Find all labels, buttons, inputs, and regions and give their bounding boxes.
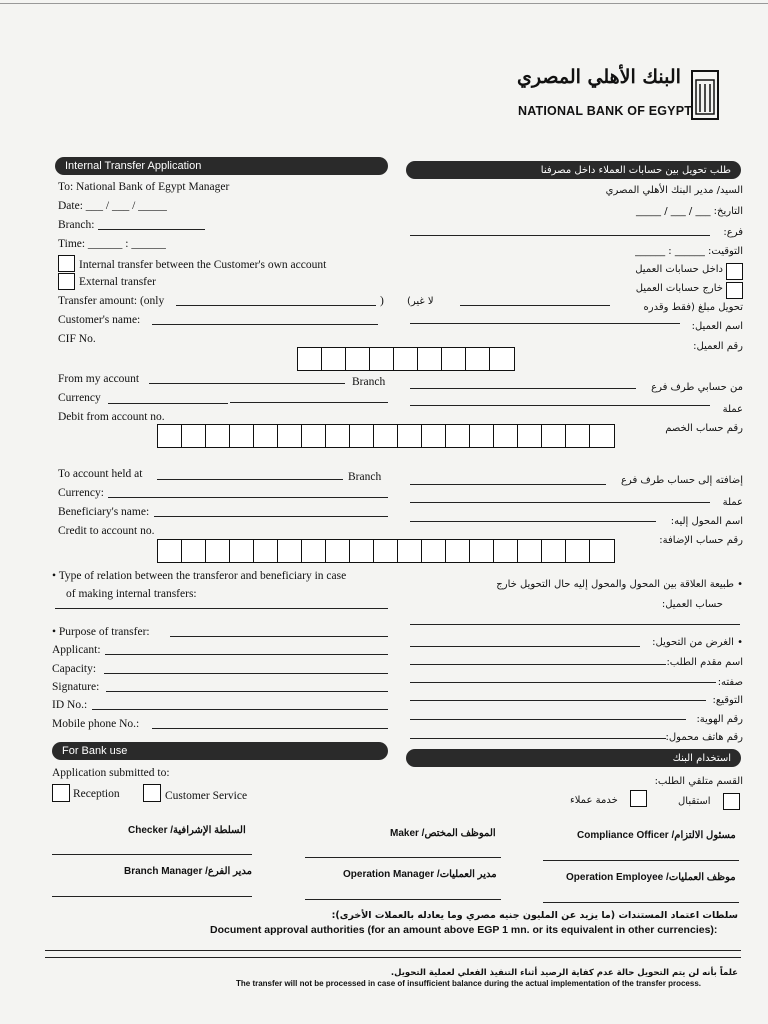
ar-label-debit: رقم حساب الخصم bbox=[665, 423, 743, 434]
label-time: Time: ______ : ______ bbox=[58, 238, 166, 250]
label-debit-account: Debit from account no. bbox=[58, 411, 165, 423]
checkbox-internal-transfer[interactable] bbox=[58, 255, 75, 272]
label-currency: Currency bbox=[58, 392, 101, 404]
field-currency-line[interactable] bbox=[108, 403, 228, 404]
ar-label-from-account: من حسابي طرف فرع bbox=[651, 382, 743, 393]
section-header-english bbox=[55, 157, 388, 175]
label-to-account: To account held at bbox=[58, 468, 143, 480]
ar-field-purpose-line[interactable] bbox=[410, 646, 640, 647]
label-currency-2: Currency: bbox=[58, 487, 104, 499]
approval-authorities-english: Document approval authorities (for an amount above EGP 1 mn. or its equivalent in other currencies): bbox=[210, 924, 718, 936]
debit-account-digit-boxes[interactable] bbox=[157, 424, 615, 448]
ar-field-beneficiary-line[interactable] bbox=[410, 521, 656, 522]
ar-label-date: التاريخ: ___ / ___ / _____ bbox=[636, 206, 743, 217]
bank-use-title-english: For Bank use bbox=[62, 745, 128, 757]
ar-label-to: السيد/ مدير البنك الأهلي المصري bbox=[605, 185, 743, 196]
approval-authorities-line-1[interactable] bbox=[45, 950, 741, 951]
logo-english: NATIONAL BANK OF EGYPT bbox=[518, 104, 693, 118]
ar-label-beneficiary: اسم المحول إليه: bbox=[670, 516, 743, 527]
field-purpose-line[interactable] bbox=[170, 636, 388, 637]
bank-use-header-english bbox=[52, 742, 388, 760]
field-mobile-line[interactable] bbox=[152, 728, 388, 729]
ar-note-insufficient-balance: علماً بأنه لن يتم التحويل حالة عدم كفاية الرصيد أثناء التنفيذ الفعلي لعملية التحويل. bbox=[390, 968, 738, 978]
ar-label-time: التوقيت: ______ : ______ bbox=[635, 246, 743, 257]
field-transfer-amount-line[interactable] bbox=[176, 305, 376, 306]
label-signature: Signature: bbox=[52, 681, 100, 693]
ar-label-relation-line1: • طبيعة العلاقة بين المحول والمحول إليه حال التحويل خارج bbox=[496, 579, 743, 590]
ar-field-to-account-line[interactable] bbox=[410, 484, 606, 485]
ar-label-currency-2: عملة bbox=[722, 497, 743, 508]
signature-operation-employee-line[interactable] bbox=[543, 902, 739, 903]
signature-branch-manager-label: Branch Manager /مدير الفرع bbox=[124, 866, 252, 877]
logo-arabic: البنك الأهلي المصري bbox=[517, 66, 681, 88]
label-customer-service: Customer Service bbox=[165, 790, 248, 802]
field-beneficiary-line[interactable] bbox=[154, 516, 388, 517]
ar-checkbox-internal[interactable] bbox=[726, 263, 743, 280]
ar-label-customer-service: خدمة عملاء bbox=[570, 795, 618, 806]
field-capacity-line[interactable] bbox=[104, 673, 388, 674]
ar-label-id: رقم الهوية: bbox=[696, 714, 743, 725]
signature-branch-manager-line[interactable] bbox=[52, 896, 252, 897]
field-relation-line[interactable] bbox=[55, 608, 388, 609]
ar-field-branch-line[interactable] bbox=[410, 235, 710, 236]
label-beneficiary: Beneficiary's name: bbox=[58, 506, 150, 518]
ar-field-amount-line[interactable] bbox=[460, 305, 610, 306]
signature-maker-line[interactable] bbox=[305, 857, 501, 858]
ar-field-applicant-line[interactable] bbox=[410, 664, 666, 665]
ar-label-mobile: رقم هاتف محمول: bbox=[665, 732, 743, 743]
ar-label-branch: فرع: bbox=[723, 227, 743, 238]
label-transfer-amount: Transfer amount: (only bbox=[58, 295, 165, 307]
label-from-branch: Branch bbox=[352, 376, 386, 388]
ar-label-applicant: اسم مقدم الطلب: bbox=[666, 657, 743, 668]
ar-checkbox-customer-service[interactable] bbox=[630, 790, 647, 807]
ar-label-application-submitted: القسم متلقي الطلب: bbox=[654, 776, 743, 787]
field-branch-line[interactable] bbox=[98, 229, 205, 230]
field-currency-2-line[interactable] bbox=[108, 497, 388, 498]
ar-label-to-account: إضافته إلى حساب طرف فرع bbox=[620, 475, 743, 486]
cif-digit-boxes[interactable] bbox=[297, 347, 515, 371]
signature-checker-line[interactable] bbox=[52, 854, 252, 855]
signature-compliance-line[interactable] bbox=[543, 860, 739, 861]
checkbox-external-transfer[interactable] bbox=[58, 273, 75, 290]
credit-account-digit-boxes[interactable] bbox=[157, 539, 615, 563]
ar-field-signature-line[interactable] bbox=[410, 700, 706, 701]
ar-label-internal: داخل حسابات العميل bbox=[635, 264, 723, 275]
label-cif: CIF No. bbox=[58, 333, 96, 345]
field-to-account-line[interactable] bbox=[157, 479, 343, 480]
label-from-account: From my account bbox=[58, 373, 140, 385]
ar-field-id-line[interactable] bbox=[410, 719, 686, 720]
field-customer-name-line[interactable] bbox=[152, 324, 378, 325]
ar-field-customer-name-line[interactable] bbox=[410, 323, 680, 324]
label-transfer-amount-close: ) bbox=[380, 295, 384, 307]
field-applicant-line[interactable] bbox=[105, 654, 388, 655]
label-mobile: Mobile phone No.: bbox=[52, 718, 140, 730]
label-applicant: Applicant: bbox=[52, 644, 101, 656]
section-title-arabic: طلب تحويل بين حسابات العملاء داخل مصرفنا bbox=[540, 165, 731, 176]
signature-operation-manager-label: Operation Manager /مدير العمليات bbox=[343, 869, 497, 880]
label-date: Date: ___ / ___ / _____ bbox=[58, 200, 167, 212]
ar-field-mobile-line[interactable] bbox=[410, 738, 666, 739]
signature-operation-manager-line[interactable] bbox=[305, 899, 501, 900]
label-application-submitted: Application submitted to: bbox=[52, 767, 170, 779]
label-relation-line2: of making internal transfers: bbox=[66, 588, 197, 600]
field-signature-line[interactable] bbox=[106, 691, 388, 692]
ar-label-capacity: صفته: bbox=[717, 677, 743, 688]
ar-label-cif: رقم العميل: bbox=[693, 341, 743, 352]
ar-checkbox-external[interactable] bbox=[726, 282, 743, 299]
label-capacity: Capacity: bbox=[52, 663, 97, 675]
ar-checkbox-reception[interactable] bbox=[723, 793, 740, 810]
field-from-branch-line[interactable] bbox=[230, 402, 388, 403]
label-external-transfer: External transfer bbox=[79, 276, 156, 288]
ar-label-customer-name: اسم العميل: bbox=[691, 321, 743, 332]
signature-maker-label: Maker /الموظف المختص bbox=[390, 828, 496, 839]
field-id-no-line[interactable] bbox=[92, 709, 388, 710]
ar-label-amount: تحويل مبلغ (فقط وقدره bbox=[643, 302, 743, 313]
label-customer-name: Customer's name: bbox=[58, 314, 141, 326]
bank-use-title-arabic: استخدام البنك bbox=[672, 753, 731, 764]
scan-top-edge bbox=[0, 3, 768, 4]
ar-field-from-account-line[interactable] bbox=[410, 388, 636, 389]
ar-approval-authorities: سلطات اعتماد المستندات (ما يزيد عن المليون جنيه مصري وما يعادله بالعملات الأخرى): bbox=[331, 910, 738, 921]
label-to: To: National Bank of Egypt Manager bbox=[58, 181, 230, 193]
ar-field-relation-line[interactable] bbox=[410, 624, 740, 625]
ar-label-reception: استقبال bbox=[678, 796, 711, 807]
label-reception: Reception bbox=[73, 788, 120, 800]
ar-label-relation-line2: حساب العميل: bbox=[661, 599, 723, 610]
logo-emblem-icon bbox=[691, 70, 719, 120]
signature-compliance-label: Compliance Officer /مسئول الالتزام bbox=[577, 830, 736, 841]
section-header-arabic bbox=[406, 161, 741, 179]
label-id-no: ID No.: bbox=[52, 699, 88, 711]
label-purpose: • Purpose of transfer: bbox=[52, 626, 150, 638]
ar-label-credit: رقم حساب الإضافة: bbox=[659, 535, 743, 546]
section-title-english: Internal Transfer Application bbox=[65, 160, 202, 172]
signature-checker-label: Checker /السلطة الإشرافية bbox=[128, 825, 246, 836]
ar-label-signature: التوقيع: bbox=[712, 695, 743, 706]
ar-label-external: خارج حسابات العميل bbox=[635, 283, 723, 294]
signature-operation-employee-label: Operation Employee /موظف العمليات bbox=[566, 872, 736, 883]
label-branch: Branch: bbox=[58, 219, 95, 231]
label-internal-transfer: Internal transfer between the Customer's own account bbox=[79, 259, 327, 271]
ar-field-currency-2-line[interactable] bbox=[410, 502, 710, 503]
approval-authorities-line-2[interactable] bbox=[45, 957, 741, 958]
label-credit-account: Credit to account no. bbox=[58, 525, 155, 537]
field-from-account-line[interactable] bbox=[149, 383, 345, 384]
bank-use-header-arabic bbox=[406, 749, 741, 767]
note-insufficient-balance: The transfer will not be processed in case of insufficient balance during the actual implementation of the transfer process. bbox=[236, 979, 701, 988]
ar-label-amount-close: لا غير) bbox=[407, 296, 434, 307]
ar-field-capacity-line[interactable] bbox=[410, 682, 716, 683]
checkbox-reception[interactable] bbox=[52, 784, 70, 802]
ar-label-purpose: • الغرض من التحويل: bbox=[652, 637, 743, 648]
ar-field-currency-line[interactable] bbox=[410, 405, 710, 406]
label-relation-line1: • Type of relation between the transferor and beneficiary in case bbox=[52, 570, 347, 582]
label-to-branch: Branch bbox=[348, 471, 382, 483]
checkbox-customer-service[interactable] bbox=[143, 784, 161, 802]
bank-logo bbox=[515, 66, 720, 126]
ar-label-currency: عملة bbox=[722, 404, 743, 415]
